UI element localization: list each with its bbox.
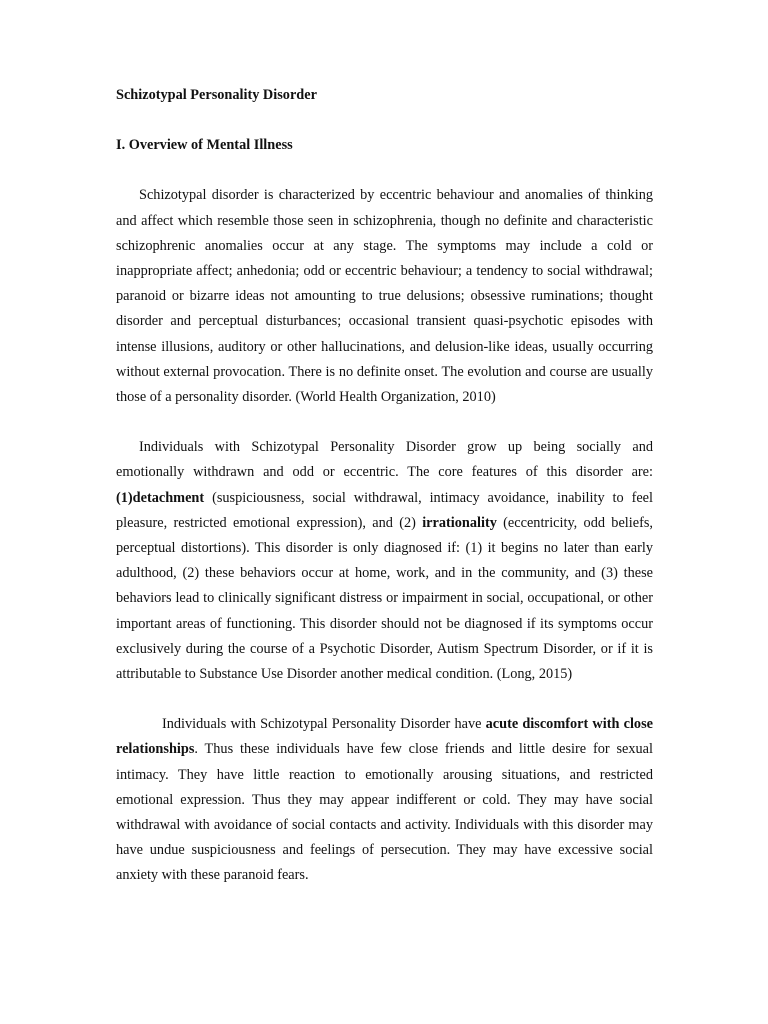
section-heading: I. Overview of Mental Illness [116,137,293,154]
bold-term-discomfort: acute discomfort with close relationships [116,716,653,758]
paragraph-overview: Schizotypal disorder is characterized by eccentric behaviour and anomalies of thinking and affect which resemble those seen in schizophrenia, though no definite and characteristic schizophrenic anomalies occur at any stage. The symptoms may include a cold or inappropriate affect; anhedonia; odd or eccentric behaviour; a tendency to social withdrawal; paranoid or bizarre ideas not amounting to true delusions; obsessive ruminations; thought disorder and perceptual disturbances; occasional transient quasi-psychotic episodes with intense illusions, auditory or other hallucinations, and delusion-like ideas, usually occurring without external provocation. There is no definite onset. The evolution and course are usually those of a personality disorder. (World Health Organization, 2010) [116,187,653,406]
paragraph-text: . Thus these individuals have few close friends and little desire for sexual intimacy. They have little reaction to emotionally arousing situations, and restricted emotional expression. Thus they may appear indifferent or cold. They may have social withdrawal with avoidance of social contacts and activity. Individuals with this disorder may have undue suspiciousness and feelings of persecution. They may have excessive social anxiety with these paranoid fears. [116,741,653,884]
paragraph-text: Individuals with Schizotypal Personality Disorder grow up being socially and emotionally withdrawn and odd or eccentric. The core features of this disorder are: [116,439,653,481]
paragraph-text: (eccentricity, odd beliefs, perceptual distortions). This disorder is only diagnosed if: (1) it begins no later than early adulthood, (2) these behaviors occur at home, work, and in the community, and (3) these behaviors lead to clinically significant distress or impairment in social, occupational, or other important areas of functioning. This disorder should not be diagnosed if its symptoms occur exclusively during the course of a Psychotic Disorder, Autism Spectrum Disorder, or if it is attributable to Substance Use Disorder another medical condition. (Long, 2015) [116,514,653,683]
document-title: Schizotypal Personality Disorder [116,87,317,103]
bold-term-detachment: (1)detachment [116,489,205,506]
paragraph-text: Individuals with Schizotypal Personality Disorder have [162,716,486,733]
paragraph-text: (suspiciousness, social withdrawal, intimacy avoidance, inability to feel pleasure, restricted emotional expression), and (2) [116,489,653,531]
document-page [116,83,653,889]
paragraph-relationships [116,712,653,888]
bold-term-irrationality: irrationality [422,514,497,531]
paragraph-core-features [116,435,653,687]
